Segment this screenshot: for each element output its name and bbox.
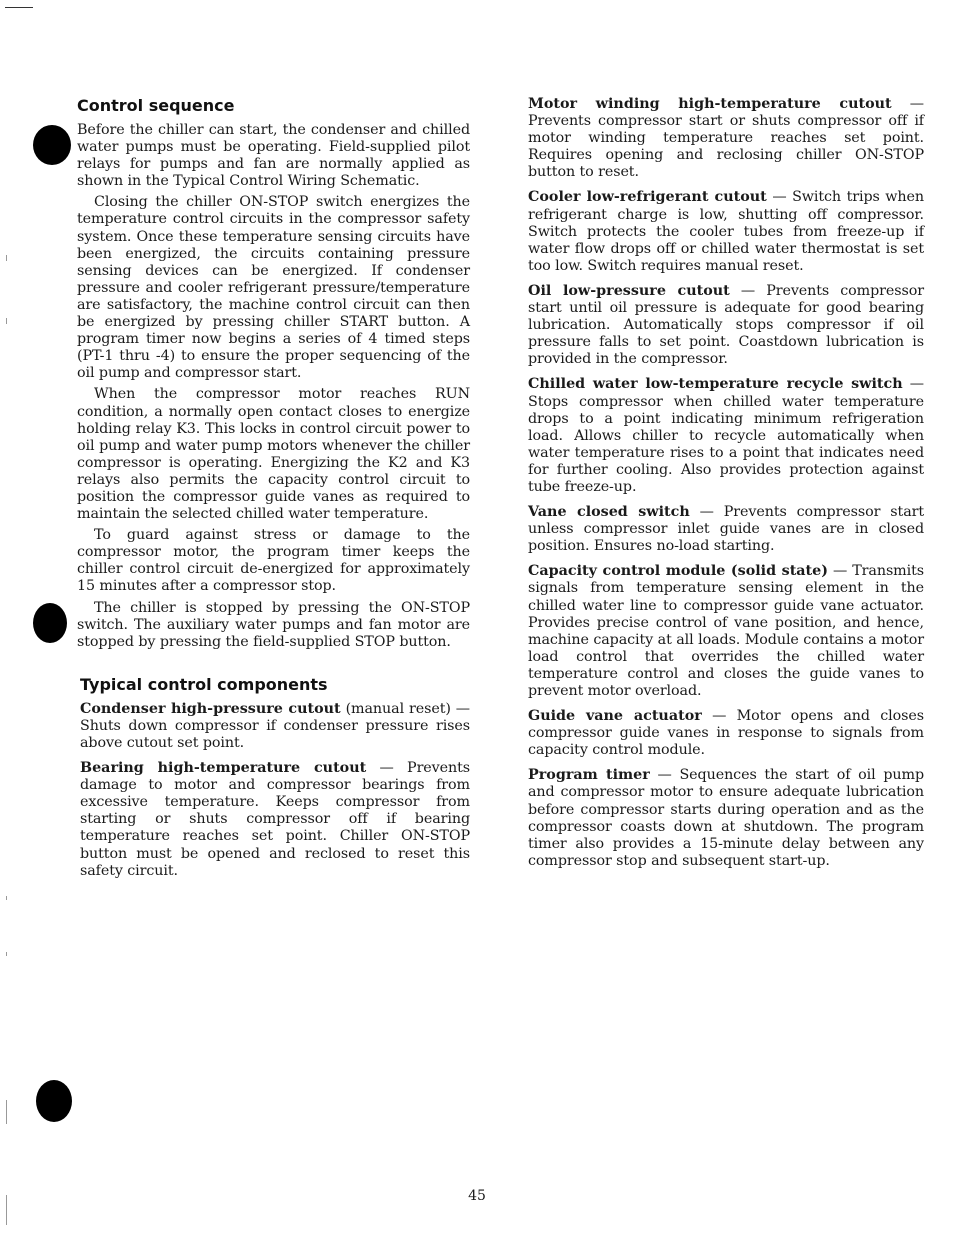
sequence-paragraph: Before the chiller can start, the condenser and chilled water pumps must be operating. Field-supplied pilot relays for pumps and fan are normally applied as shown in the Typical Control Wiring Schematic. (77, 122, 470, 190)
component-term: Condenser high-pressure cutout (80, 700, 341, 717)
component-description: — Prevents compressor start or shuts compressor off if motor winding temperature reaches set point. Requires opening and reclosing chiller ON-STOP button to reset. (528, 96, 924, 181)
component-item (528, 189, 924, 274)
left-column (77, 96, 470, 888)
component-description: — Stops compressor when chilled water temperature drops to a point indicating minimum refrigeration load. Allows chiller to recycle automatically when water temperature rises to a point that indicates need for further cooling. Also provides protection against tube freeze-up. (528, 376, 924, 495)
control-sequence-heading: Control sequence (77, 96, 235, 115)
component-description: — Switch trips when refrigerant charge is low, shutting off compressor. Switch protects the cooler tubes from freeze-up if water flow drops off or chilled water thermostat is set too low. Switch requires manual reset. (528, 189, 924, 274)
component-term: Capacity control module (solid state) (528, 563, 829, 580)
component-term: Guide vane actuator (528, 708, 702, 725)
component-term: Motor winding high-temperature cutout (528, 96, 892, 112)
sequence-paragraph: When the compressor motor reaches RUN condition, a normally open contact closes to energize holding relay K3. This locks in control circuit power to oil pump and water pump motors whenever the chiller compressor is operating. Energizing the K2 and K3 relays also permits the capacity control circuit to position the compressor guide vanes as required to maintain the selected chilled water temperature. (77, 386, 470, 523)
margin-speck (6, 1100, 7, 1124)
component-item (80, 760, 470, 880)
component-term: Program timer (528, 767, 650, 784)
binder-hole-mark (33, 603, 67, 643)
component-term: Vane closed switch (528, 504, 690, 521)
component-item (528, 563, 924, 700)
component-item (80, 701, 470, 752)
component-description: — Prevents compressor start until oil pressure is adequate for good bearing lubrication. Automatically stops compressor if oil pressure falls to set point. Coastdown lubrication is provided in the compressor. (528, 282, 924, 368)
component-item (528, 96, 924, 181)
component-item (528, 767, 924, 870)
component-description: (manual reset) — Shuts down compressor if condenser pressure rises above cutout set point. (80, 700, 470, 751)
component-term: Cooler low-refrigerant cutout (528, 189, 767, 206)
page-number: 45 (468, 1188, 486, 1204)
component-item (528, 708, 924, 759)
component-term: Bearing high-temperature cutout (80, 760, 367, 777)
right-column (528, 96, 924, 878)
sequence-paragraph: To guard against stress or damage to the compressor motor, the program timer keeps the chiller control circuit de-energized for approximately 15 minutes after a compressor stop. (77, 527, 470, 595)
binder-hole-mark (33, 125, 71, 165)
typical-components-heading: Typical control components (80, 674, 328, 694)
sequence-paragraph: Closing the chiller ON-STOP switch energizes the temperature control circuits in the compressor safety system. Once these temperature sensing circuits have been energized, the circuits containing pressure sensing devices can be energized. If condenser pressure and cooler refrigerant pressure/temperature are satisfactory, the machine control circuit can then be energized by pressing chiller START button. A program timer now begins a series of 4 timed steps (PT-1 thru -4) to ensure the proper sequencing of the oil pump and compressor start. (77, 194, 470, 382)
component-item (528, 283, 924, 368)
margin-speck (6, 318, 7, 324)
binder-hole-mark (36, 1080, 72, 1122)
component-description: — Sequences the start of oil pump and compressor motor to ensure adequate lubrication before compressor starts during operation and as the compressor coasts down at shutdown. The program timer also provides a 15-minute delay between any compressor stop and subsequent start-up. (528, 767, 924, 869)
component-term: Chilled water low-temperature recycle switch (528, 376, 903, 393)
margin-speck (6, 952, 7, 956)
sequence-paragraph: The chiller is stopped by pressing the ON-STOP switch. The auxiliary water pumps and fan motor are stopped by pressing the field-supplied STOP button. (77, 599, 470, 650)
component-description: — Prevents compressor start unless compressor inlet guide vanes are in closed position. Ensures no-load starting. (528, 504, 924, 555)
component-description: — Prevents damage to motor and compressor bearings from excessive temperature. Keeps compressor from starting or shuts compressor off if bearing temperature reaches set point. Chiller ON-STOP button must be opened and reclosed to reset this safety circuit. (80, 760, 470, 879)
component-item (528, 376, 924, 496)
component-description: — Transmits signals from temperature sensing element in the chilled water line to compressor guide vane actuator. Provides precise control of vane position, and hence, machine capacity at all loads. Module contains a motor load control that overrides the chilled water temperature control and closes the guide vanes to prevent motor overload. (528, 563, 924, 699)
component-description: — Motor opens and closes compressor guide vanes in response to signals from capacity control module. (528, 708, 924, 759)
component-term: Oil low-pressure cutout (528, 282, 730, 299)
margin-speck (6, 255, 7, 261)
component-item (528, 504, 924, 555)
margin-speck (6, 896, 7, 900)
top-corner-rule (5, 7, 33, 8)
